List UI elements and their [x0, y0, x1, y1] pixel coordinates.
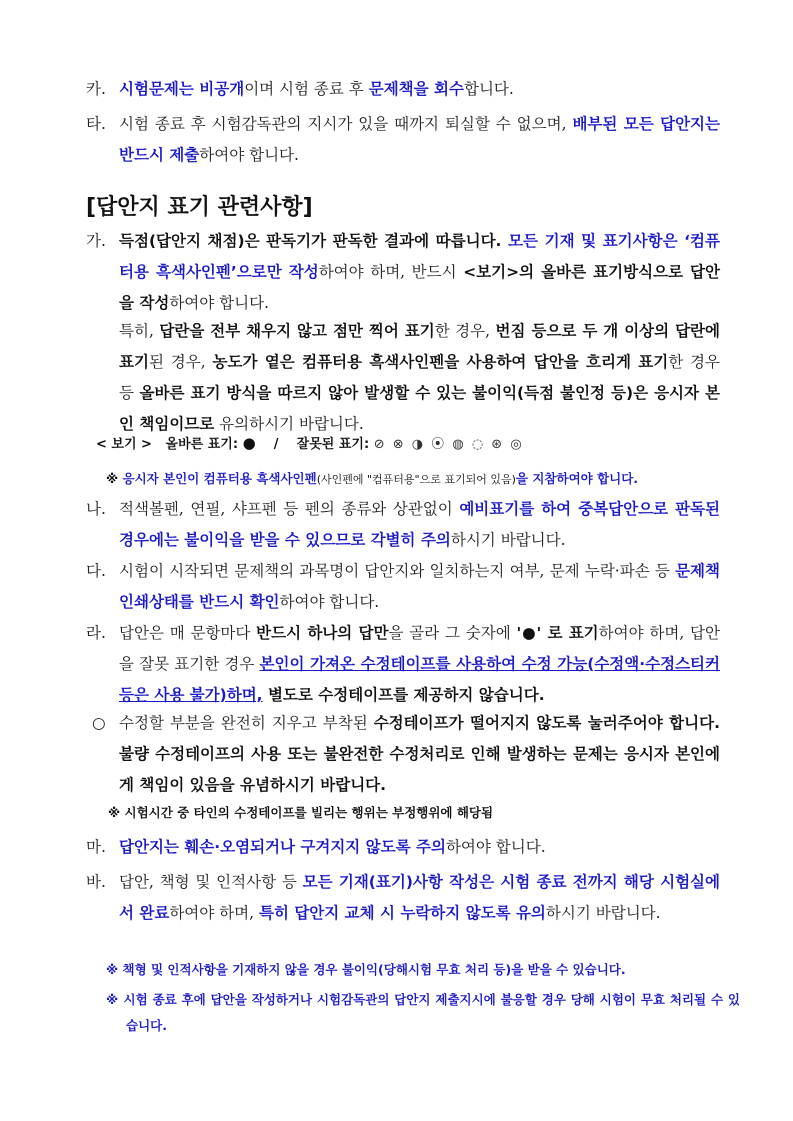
item-ga-detail: 특히, 답란을 전부 채우지 않고 점만 찍어 표기한 경우, 번짐 등으로 두 개 이상의 답란에 표기된 경우, 농도가 옅은 컴퓨터용 흑색사인펜을 사용하여 답안을 흐리게 표기한 경우 등 올바른 표기 방식을 따르지 않아 발생할 수 있는 불이익(득점 불인정 등)은 응시자 본인 책임이므로 유의하시기 바랍니다. [119, 322, 720, 433]
wrong-marks-icon: ⊘ ⊗ ◑ ⦿ ◍ ◌ ⊛ ◎ [373, 437, 524, 452]
note-late-submission: ※ 시험 종료 후에 답안을 작성하거나 시험감독관의 답안지 제출지시에 불응할 경우 당해 시험이 무효 처리될 수 있습니다. [106, 992, 740, 1033]
wrong-label: 잘못된 표기: [296, 437, 370, 452]
marking-example: < 보기 > 올바른 표기: ● / 잘못된 표기: ⊘ ⊗ ◑ ⦿ ◍ ◌ ⊛ ◎ [96, 434, 524, 452]
filled-circle-icon: ● [242, 434, 256, 452]
item-ka: 카. 시험문제는 비공개이며 시험 종료 후 문제책을 회수합니다. [86, 74, 720, 105]
section-heading: [답안지 표기 관련사항] [86, 195, 313, 220]
item-marker: 바. [86, 873, 106, 891]
item-marker: 가. [86, 232, 106, 250]
note-booklet-type: ※ 책형 및 인적사항을 기재하지 않을 경우 불이익(당해시험 무효 처리 등)을 받을 수 있습니다. [106, 962, 626, 977]
item-marker: 다. [86, 562, 106, 580]
circle-bullet-icon: ○ [92, 714, 106, 732]
item-correction-tape: ○ 수정할 부분을 완전히 지우고 부착된 수정테이프가 떨어지지 않도록 눌러주어야 합니다. 불량 수정테이프의 사용 또는 불완전한 수정처리로 인해 발생하는 문제는 응시자 본인에게 책임이 있음을 유념하시기 바랍니다. [86, 708, 720, 801]
item-na: 나. 적색볼펜, 연필, 샤프펜 등 펜의 종류와 상관없이 예비표기를 하여 중복답안으로 판독된 경우에는 불이익을 받을 수 있으므로 각별히 주의하시기 바랍니다. [86, 494, 720, 556]
item-ra: 라. 답안은 매 문항마다 반드시 하나의 답만을 골라 그 숫자에 '●' 로 표기하여야 하며, 답안을 잘못 표기한 경우 본인이 가져온 수정테이프를 사용하여 수정 가능(수정액·수정스티커 등은 사용 불가)하며, 별도로 수정테이프를 제공하지 않습니다. [86, 618, 720, 711]
item-marker: 타. [86, 115, 106, 133]
item-ta: 타. 시험 종료 후 시험감독관의 지시가 있을 때까지 퇴실할 수 없으며, 배부된 모든 답안지는 반드시 제출하여야 합니다. [86, 109, 720, 171]
note-tape-borrow: ※ 시험시간 중 타인의 수정테이프를 빌리는 행위는 부정행위에 해당됨 [108, 805, 494, 820]
item-marker: 카. [86, 80, 106, 98]
item-ba: 바. 답안, 책형 및 인적사항 등 모든 기재(표기)사항 작성은 시험 종료 전까지 해당 시험실에서 완료하여야 하며, 특히 답안지 교체 시 누락하지 않도록 유의하시기 바랍니다. [86, 867, 720, 929]
item-ga: 가. 득점(답안지 채점)은 판독기가 판독한 결과에 따릅니다. 모든 기재 및 표기사항은 ‘컴퓨터용 흑색사인펜’으로만 작성하여야 하며, 반드시 <보기>의 올바른 표기방식으로 답안을 작성하여야 합니다. [86, 226, 720, 319]
note-pen: ※ 응시자 본인이 컴퓨터용 흑색사인펜(사인펜에 "컴퓨터용"으로 표기되어 있음)을 지참하여야 합니다. [106, 471, 639, 486]
item-marker: 마. [86, 838, 106, 856]
correct-label: 올바른 표기: [165, 437, 239, 452]
item-da: 다. 시험이 시작되면 문제책의 과목명이 답안지와 일치하는지 여부, 문제 누락·파손 등 문제책 인쇄상태를 반드시 확인하여야 합니다. [86, 556, 720, 618]
example-label: < 보기 > [96, 437, 152, 452]
item-ma: 마. 답안지는 훼손·오염되거나 구겨지지 않도록 주의하여야 합니다. [86, 832, 720, 863]
item-marker: 라. [86, 624, 106, 642]
item-marker: 나. [86, 500, 106, 518]
